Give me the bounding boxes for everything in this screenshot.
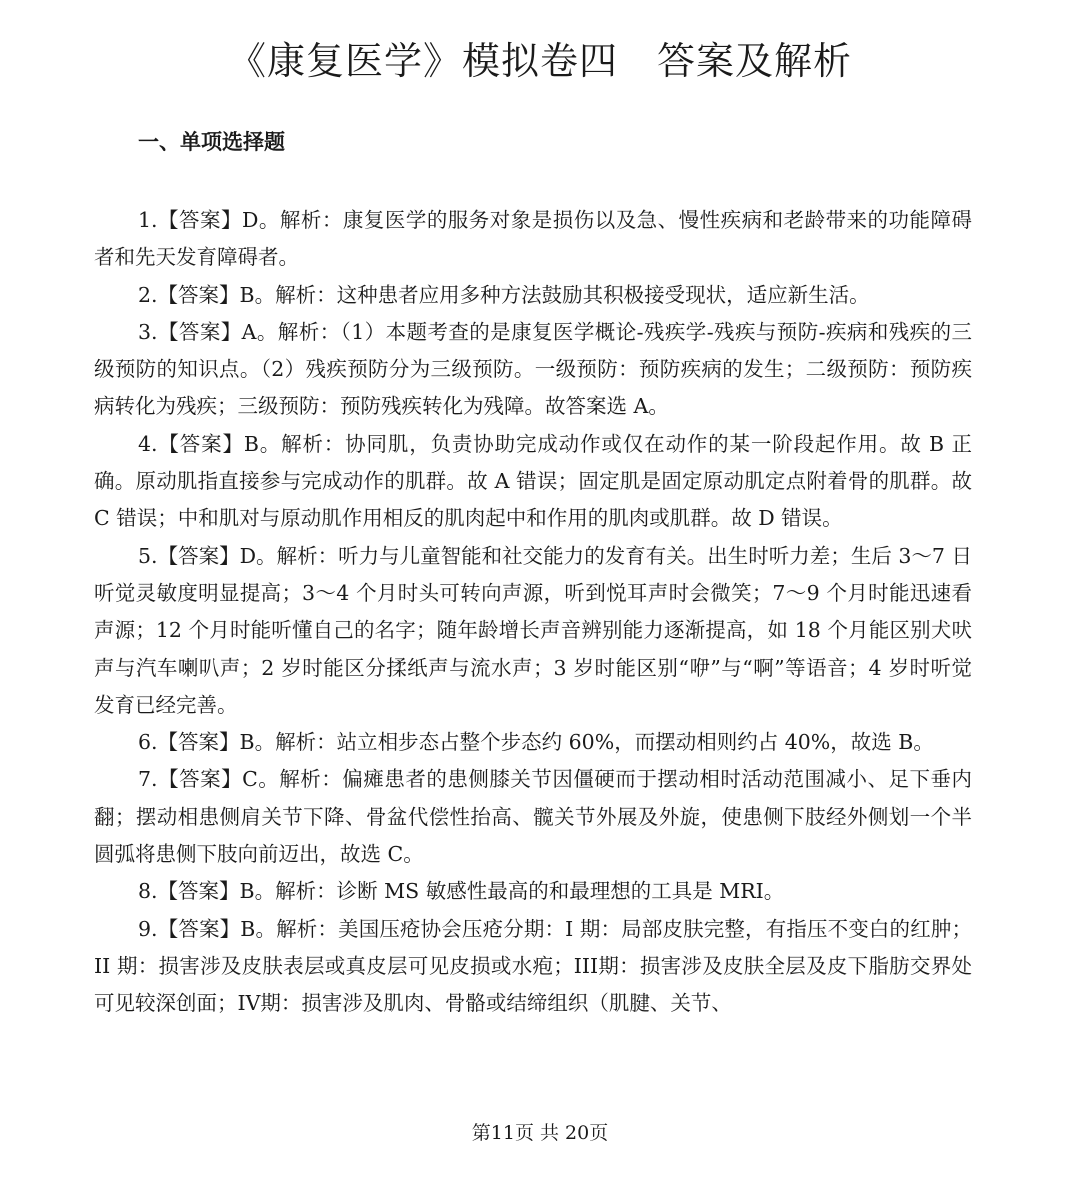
answer-item-1: 1.【答案】D。解析：康复医学的服务对象是损伤以及急、慢性疾病和老龄带来的功能障碍者和先天发育障碍者。	[94, 208, 972, 270]
page-footer: 第11页 共 20页	[471, 1122, 609, 1144]
answer-item-4: 4.【答案】B。解析：协同肌，负责协助完成动作或仅在动作的某一阶段起作用。故 B 正确。原动肌指直接参与完成动作的肌群。故 A 错误；固定肌是固定原动肌定点附着骨的肌群。故 C 错误；中和肌对与原动肌作用相反的肌肉起中和作用的肌肉或肌群。故 D 错误。	[94, 431, 972, 531]
answer-item-9: 9.【答案】B。解析：美国压疮协会压疮分期：I 期：局部皮肤完整，有指压不变白的红肿；II 期：损害涉及皮肤表层或真皮层可见皮损或水疱；III期：损害涉及皮肤全层及皮下脂肪交界处可见较深创面；IV期：损害涉及肌肉、骨骼或结缔组织（肌腱、关节、	[94, 916, 972, 1016]
answer-item-5: 5.【答案】D。解析：听力与儿童智能和社交能力的发育有关。出生时听力差；生后 3～7 日听觉灵敏度明显提高；3～4 个月时头可转向声源，听到悦耳声时会微笑；7～9 个月时能迅速看声源；12 个月时能听懂自己的名字；随年龄增长声音辨别能力逐渐提高，如 18 个月能区别犬吠声与汽车喇叭声；2 岁时能区分揉纸声与流水声；3 岁时能区别“咿”与“啊”等语音；4 岁时听觉发育已经完善。	[94, 543, 972, 717]
answer-item-3: 3.【答案】A。解析：（1）本题考查的是康复医学概论-残疾学-残疾与预防-疾病和残疾的三级预防的知识点。（2）残疾预防分为三级预防。一级预防：预防疾病的发生；二级预防：预防疾病转化为残疾；三级预防：预防残疾转化为残障。故答案选 A。	[94, 319, 972, 419]
answer-item-7: 7.【答案】C。解析：偏瘫患者的患侧膝关节因僵硬而于摆动相时活动范围减小、足下垂内翻；摆动相患侧肩关节下降、骨盆代偿性抬高、髋关节外展及外旋，使患侧下肢经外侧划一个半圆弧将患侧下肢向前迈出，故选 C。	[94, 767, 972, 867]
section-heading: 一、单项选择题	[138, 130, 285, 154]
answer-item-8: 8.【答案】B。解析：诊断 MS 敏感性最高的和最理想的工具是 MRI。	[138, 879, 785, 904]
answer-list	[94, 202, 972, 1023]
answer-item-2: 2.【答案】B。解析：这种患者应用多种方法鼓励其积极接受现状，适应新生活。	[138, 282, 870, 307]
page-title: 《康复医学》模拟卷四 答案及解析	[227, 39, 852, 83]
answer-item-6: 6.【答案】B。解析：站立相步态占整个步态约 60%，而摆动相则约占 40%，故选 B。	[138, 730, 934, 755]
